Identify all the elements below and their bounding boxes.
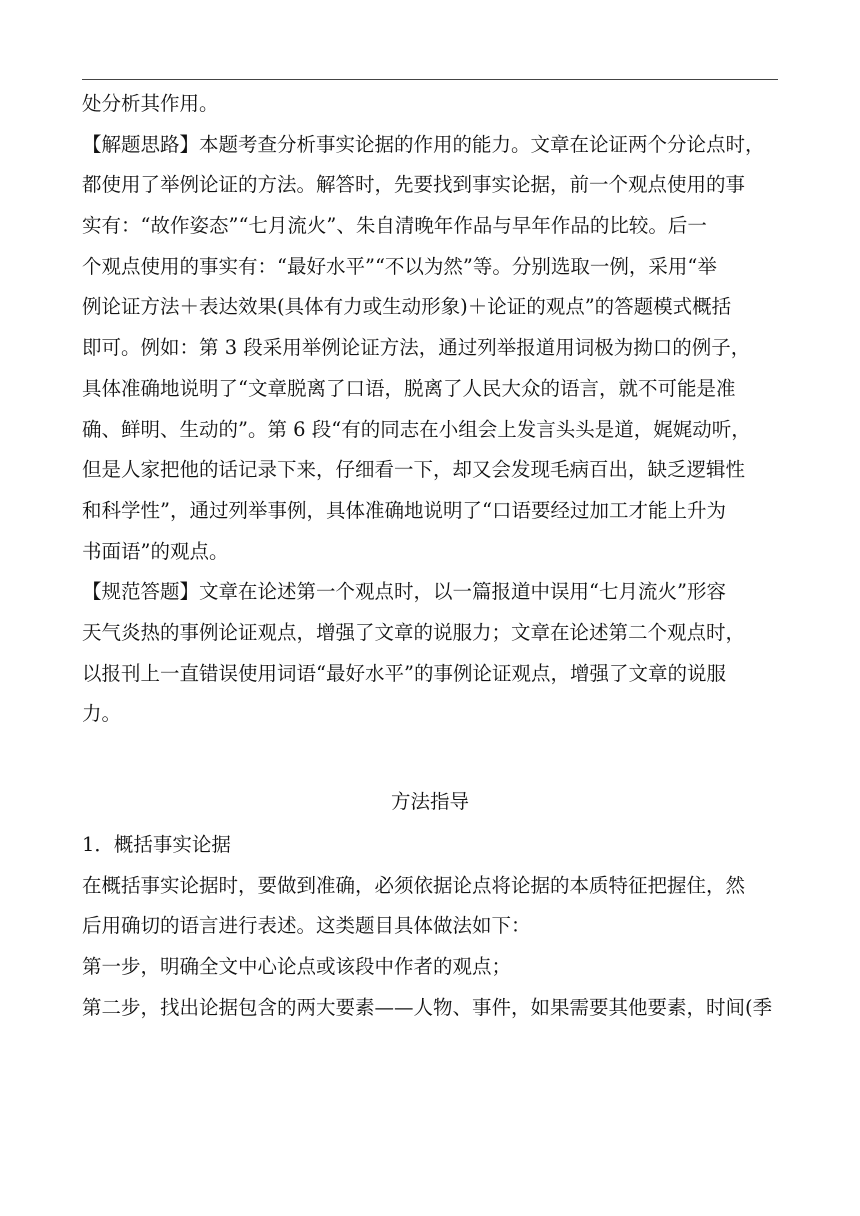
- text-line: 书面语”的观点。: [82, 539, 229, 563]
- text-line: 第一步，明确全文中心论点或该段中作者的观点；: [82, 955, 512, 979]
- text-line: 【规范答题】文章在论述第一个观点时，以一篇报道中误用“七月流火”形容: [82, 580, 726, 604]
- text-line: 后用确切的语言进行表述。这类题目具体做法如下：: [82, 914, 531, 938]
- text-line: 以报刊上一直错误使用词语“最好水平”的事例论证观点，增强了文章的说服: [82, 661, 726, 685]
- text-line: 确、鲜明、生动的”。第 6 段“有的同志在小组会上发言头头是道，娓娓动听，: [82, 417, 751, 441]
- text-line: 即可。例如：第 3 段采用举例论证方法，通过列举报道用词极为拗口的例子，: [82, 336, 751, 360]
- text-line: 实有：“故作姿态”“七月流火”、朱自清晚年作品与早年作品的比较。后一: [82, 214, 707, 238]
- text-line: 第二步，找出论据包含的两大要素——人物、事件，如果需要其他要素，时间(季: [82, 995, 773, 1019]
- text-line: 例论证方法＋表达效果(具体有力或生动形象)＋论证的观点”的答题模式概括: [82, 295, 732, 319]
- section-title: 方法指导: [390, 790, 469, 813]
- section-gap: [82, 735, 782, 779]
- text-line: 1．概括事实论据: [82, 833, 231, 856]
- text-line: 处分析其作用。: [82, 92, 219, 115]
- text-line: 力。: [82, 702, 122, 726]
- text-line: 和科学性”，通过列举事例，具体准确地说明了“口语要经过加工才能上升为: [82, 498, 726, 522]
- text-line: 具体准确地说明了“文章脱离了口语，脱离了人民大众的语言，就不可能是准: [82, 376, 736, 400]
- text-line: 但是人家把他的话记录下来，仔细看一下，却又会发现毛病百出，缺乏逻辑性: [82, 458, 746, 482]
- text-line: 都使用了举例论证的方法。解答时，先要找到事实论据，前一个观点使用的事: [82, 173, 746, 197]
- text-line: 【解题思路】本题考查分析事实论据的作用的能力。文章在论证两个分论点时，: [82, 132, 765, 156]
- text-line: 在概括事实论据时，要做到准确，必须依据论点将论据的本质特征把握住，然: [82, 873, 746, 897]
- document-body: [82, 84, 782, 1028]
- header-rule: [82, 79, 778, 80]
- text-line: 天气炎热的事例论证观点，增强了文章的说服力；文章在论述第二个观点时，: [82, 620, 746, 644]
- text-line: 个观点使用的事实有：“最好水平”“不以为然”等。分别选取一例，采用“举: [82, 254, 717, 278]
